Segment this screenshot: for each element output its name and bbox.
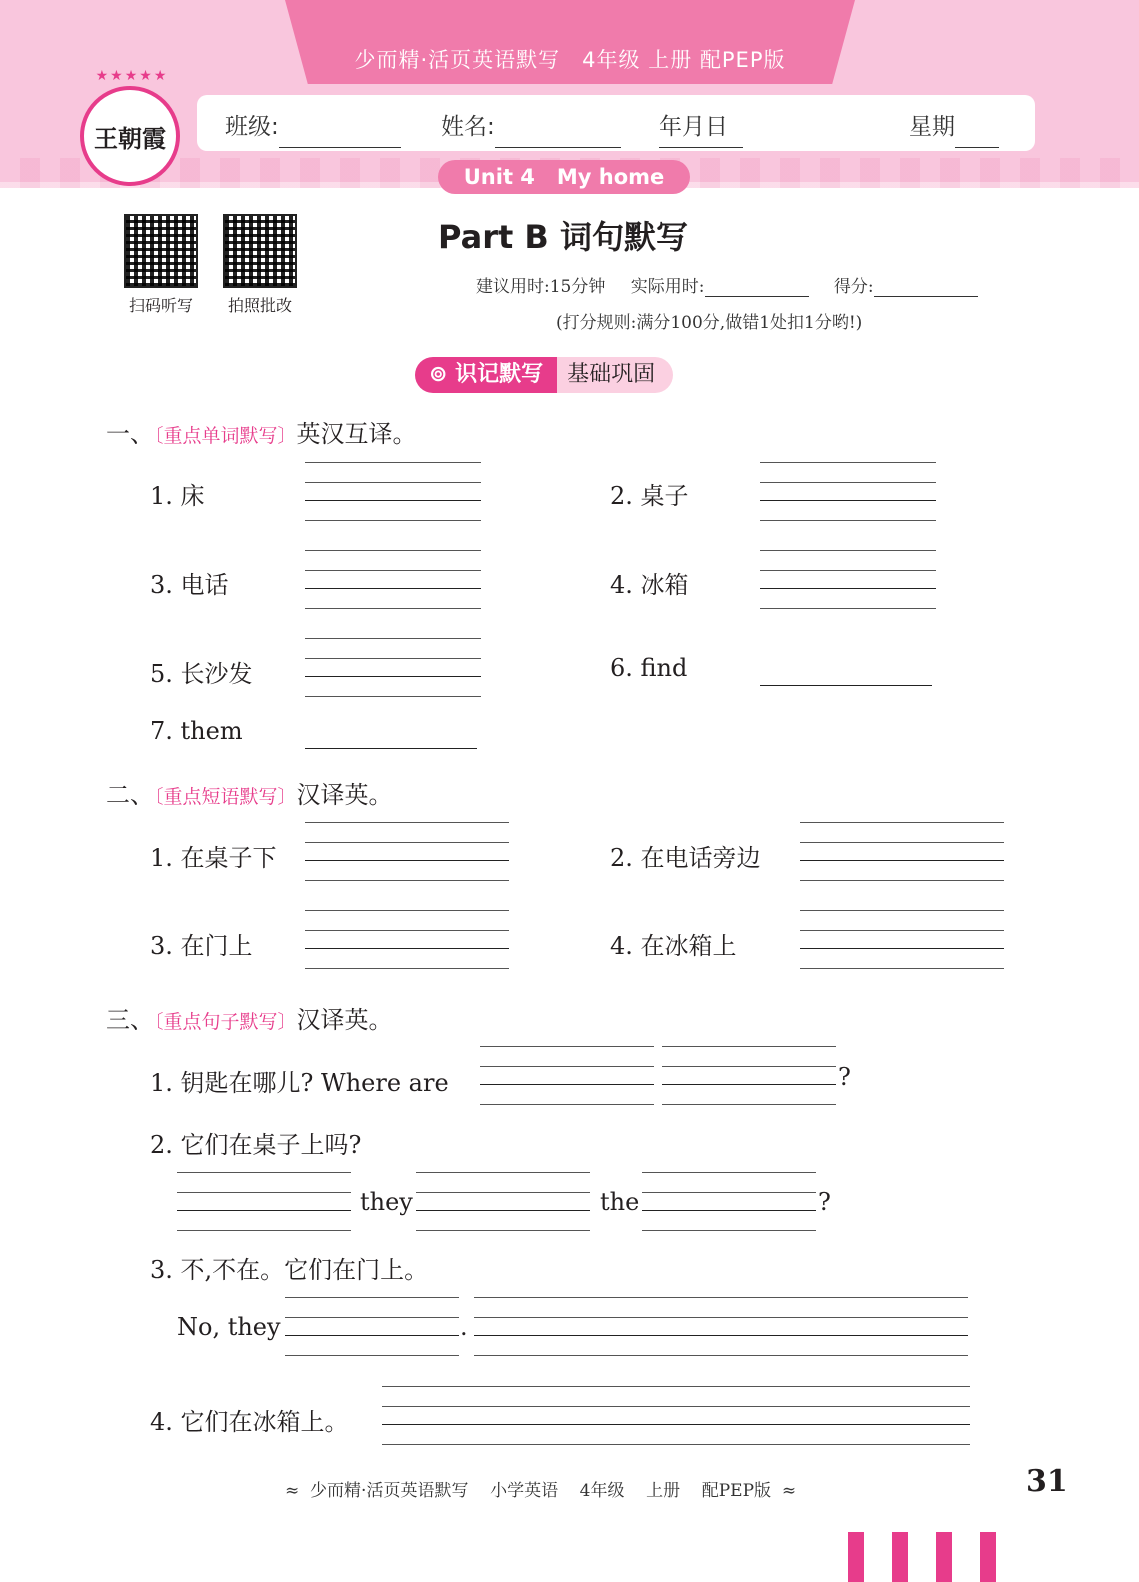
class-field[interactable]: 班级: bbox=[225, 108, 279, 141]
word-item-1: 1. 床 bbox=[150, 482, 205, 510]
q1-end: ? bbox=[838, 1063, 851, 1091]
phrase-item-4: 4. 在冰箱上 bbox=[610, 932, 737, 960]
name-field[interactable]: 姓名: bbox=[441, 108, 495, 141]
word-item-4: 4. 冰箱 bbox=[610, 571, 689, 599]
answer-lines[interactable] bbox=[662, 1046, 836, 1106]
sentence-q1: 1. 钥匙在哪儿? Where are bbox=[150, 1069, 449, 1097]
unit-title: Unit 4 My home bbox=[438, 160, 690, 194]
medal-icon: ⊚ bbox=[429, 362, 456, 387]
answer-lines[interactable] bbox=[480, 1046, 654, 1106]
footer-stripe bbox=[936, 1532, 952, 1582]
section1-tag: 〔重点单词默写〕 bbox=[154, 425, 297, 447]
sentence-q4: 4. 它们在冰箱上。 bbox=[150, 1408, 349, 1436]
phrase-item-1: 1. 在桌子下 bbox=[150, 844, 277, 872]
section2-tag: 〔重点短语默写〕 bbox=[154, 786, 297, 808]
word-item-7: 7. them bbox=[150, 717, 243, 745]
logo-stars: ★★★★★ bbox=[95, 68, 169, 84]
weekday-field[interactable]: 星期 bbox=[909, 108, 955, 141]
actual-time-blank[interactable] bbox=[705, 278, 809, 297]
phrase-item-3: 3. 在门上 bbox=[150, 932, 253, 960]
sentence-q3: 3. 不,不在。它们在门上。 bbox=[150, 1256, 429, 1284]
series-title: 少而精·活页英语默写 4年级 上册 配PEP版 bbox=[354, 48, 786, 72]
logo-text: 王朝霞 bbox=[94, 123, 166, 153]
phrase-item-2: 2. 在电话旁边 bbox=[610, 844, 761, 872]
scoring-rule: (打分规则:满分100分,做错1处扣1分哟!) bbox=[556, 313, 863, 333]
student-info-box bbox=[197, 95, 1035, 151]
answer-lines[interactable] bbox=[305, 822, 509, 882]
answer-line[interactable] bbox=[305, 748, 477, 749]
sentence-q2: 2. 它们在桌子上吗? bbox=[150, 1131, 362, 1159]
qr-code-photo[interactable] bbox=[223, 214, 297, 288]
section3-tag: 〔重点句子默写〕 bbox=[154, 1011, 297, 1033]
section-badge bbox=[415, 357, 673, 393]
brand-logo bbox=[80, 86, 180, 186]
answer-lines[interactable] bbox=[416, 1172, 590, 1232]
word-item-2: 2. 桌子 bbox=[610, 482, 689, 510]
q2-word-they: they bbox=[360, 1188, 413, 1216]
answer-lines[interactable] bbox=[177, 1172, 351, 1232]
answer-lines[interactable] bbox=[800, 822, 1004, 882]
badge-sub: 基础巩固 bbox=[557, 357, 673, 393]
section1-heading: 一、〔重点单词默写〕英汉互译。 bbox=[106, 420, 417, 448]
suggested-time: 建议用时:15分钟 bbox=[476, 277, 606, 297]
qr-listen-label: 扫码听写 bbox=[128, 296, 193, 315]
footer-stripe bbox=[848, 1532, 864, 1582]
answer-lines[interactable] bbox=[642, 1172, 816, 1232]
page-number: 31 bbox=[1026, 1464, 1068, 1499]
answer-lines[interactable] bbox=[382, 1386, 970, 1446]
answer-lines[interactable] bbox=[305, 462, 481, 522]
word-item-3: 3. 电话 bbox=[150, 571, 229, 599]
section3-heading: 三、〔重点句子默写〕汉译英。 bbox=[106, 1006, 393, 1034]
answer-lines[interactable] bbox=[305, 910, 509, 970]
date-field[interactable]: 年 月 日 bbox=[659, 108, 728, 141]
q3-prefix: No, they bbox=[177, 1313, 281, 1341]
footer-text: ≈ 少而精·活页英语默写 小学英语 4年级 上册 配PEP版 ≈ bbox=[285, 1481, 797, 1501]
answer-lines[interactable] bbox=[474, 1297, 968, 1357]
footer-stripe bbox=[980, 1532, 996, 1582]
q3-dot: . bbox=[460, 1313, 468, 1341]
badge-main: ⊚ 识记默写 bbox=[415, 357, 557, 393]
answer-lines[interactable] bbox=[800, 910, 1004, 970]
word-item-5: 5. 长沙发 bbox=[150, 660, 253, 688]
q2-end: ? bbox=[818, 1188, 831, 1216]
timing-line bbox=[476, 272, 978, 297]
qr-code-listen[interactable] bbox=[124, 214, 198, 288]
answer-lines[interactable] bbox=[305, 638, 481, 698]
qr-photo-label: 拍照批改 bbox=[227, 296, 292, 315]
actual-time-label: 实际用时: bbox=[630, 277, 705, 297]
part-title: Part B 词句默写 bbox=[438, 218, 688, 256]
answer-lines[interactable] bbox=[760, 550, 936, 610]
answer-line[interactable] bbox=[760, 685, 932, 686]
score-blank[interactable] bbox=[874, 278, 978, 297]
score-label: 得分: bbox=[833, 277, 874, 297]
answer-lines[interactable] bbox=[305, 550, 481, 610]
section2-heading: 二、〔重点短语默写〕汉译英。 bbox=[106, 781, 393, 809]
answer-lines[interactable] bbox=[285, 1297, 459, 1357]
footer-stripe bbox=[892, 1532, 908, 1582]
word-item-6: 6. find bbox=[610, 654, 688, 682]
q2-word-the: the bbox=[600, 1188, 640, 1216]
answer-lines[interactable] bbox=[760, 462, 936, 522]
